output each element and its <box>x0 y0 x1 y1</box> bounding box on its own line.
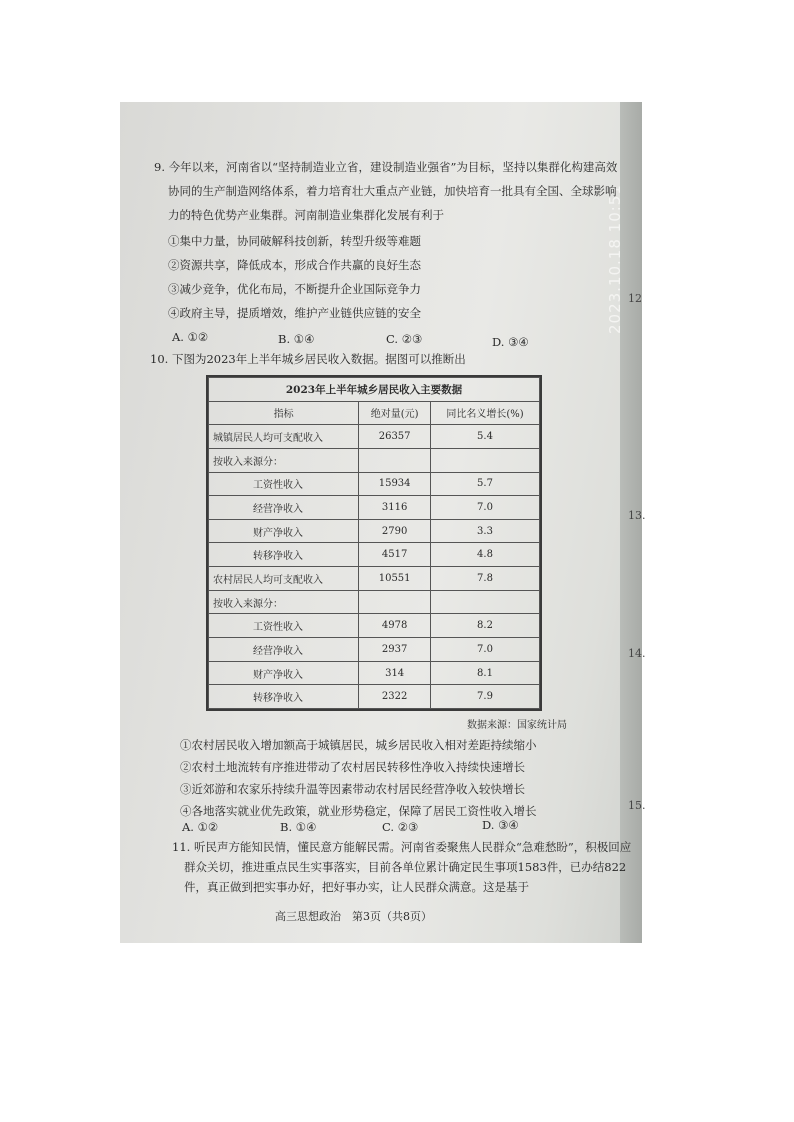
table-header: 绝对量(元) <box>359 401 431 425</box>
row-growth: 7.0 <box>431 638 540 662</box>
q11-stem-line: 件，真正做到把实事办好，把好事办实，让人民群众满意。这是基于 <box>184 880 529 894</box>
table-row <box>209 590 540 614</box>
row-value: 3116 <box>359 496 431 520</box>
table-header: 指标 <box>209 401 359 425</box>
side-number: 15. <box>628 799 646 812</box>
row-value: 4517 <box>359 543 431 567</box>
table-caption: 2023年上半年城乡居民收入主要数据 <box>209 378 540 402</box>
row-growth: 7.8 <box>431 567 540 591</box>
table-row <box>209 425 540 449</box>
q9-stem-line: 力的特色优势产业集群。河南制造业集群化发展有利于 <box>168 208 444 222</box>
table-row <box>209 685 540 709</box>
table-row <box>209 472 540 496</box>
row-value: 2790 <box>359 519 431 543</box>
table-row <box>209 543 540 567</box>
q10-stem: 10. 下图为2023年上半年城乡居民收入数据。据图可以推断出 <box>150 352 466 366</box>
q11-stem-line: 11. 听民声方能知民情，懂民意方能解民需。河南省委聚焦人民群众“急难愁盼”，积极回应 <box>172 840 632 854</box>
table-row <box>209 614 540 638</box>
q9-option-d: D. ③④ <box>492 335 529 349</box>
row-label: 按收入来源分： <box>209 590 359 614</box>
row-value <box>359 448 431 472</box>
table-row <box>209 519 540 543</box>
q10-option-c: C. ②③ <box>382 820 419 834</box>
row-value: 314 <box>359 661 431 685</box>
q9-item: ④政府主导，提质增效，维护产业链供应链的安全 <box>168 306 421 320</box>
side-number: 12 <box>628 292 642 305</box>
q10-option-b: B. ①④ <box>280 820 317 834</box>
row-value: 15934 <box>359 472 431 496</box>
row-label: 经营净收入 <box>209 496 359 520</box>
side-number: 14. <box>628 647 646 660</box>
page-footer: 高三思想政治 第3页（共8页） <box>275 910 432 923</box>
row-growth <box>431 590 540 614</box>
row-growth: 4.8 <box>431 543 540 567</box>
row-value: 2322 <box>359 685 431 709</box>
q10-item: ③近郊游和农家乐持续升温等因素带动农村居民经营净收入较快增长 <box>180 782 525 796</box>
row-label: 经营净收入 <box>209 638 359 662</box>
q9-item: ③减少竞争，优化布局，不断提升企业国际竞争力 <box>168 282 421 296</box>
document-photo <box>120 102 646 943</box>
row-growth: 7.0 <box>431 496 540 520</box>
row-label: 转移净收入 <box>209 685 359 709</box>
row-growth: 3.3 <box>431 519 540 543</box>
q10-item: ④各地落实就业优先政策，就业形势稳定，保障了居民工资性收入增长 <box>180 804 537 818</box>
row-label: 城镇居民人均可支配收入 <box>209 425 359 449</box>
row-growth: 5.7 <box>431 472 540 496</box>
row-value: 10551 <box>359 567 431 591</box>
table-row <box>209 448 540 472</box>
row-label: 转移净收入 <box>209 543 359 567</box>
q10-option-d: D. ③④ <box>482 818 519 832</box>
q9-option-c: C. ②③ <box>386 332 423 346</box>
row-value: 4978 <box>359 614 431 638</box>
row-label: 农村居民人均可支配收入 <box>209 567 359 591</box>
table-row <box>209 661 540 685</box>
row-value: 2937 <box>359 638 431 662</box>
row-growth <box>431 448 540 472</box>
table-row <box>209 567 540 591</box>
q9-stem-line: 协同的生产制造网络体系，着力培育壮大重点产业链，加快培育一批具有全国、全球影响 <box>168 184 617 198</box>
row-growth: 5.4 <box>431 425 540 449</box>
q10-item: ①农村居民收入增加额高于城镇居民，城乡居民收入相对差距持续缩小 <box>180 738 537 752</box>
row-label: 工资性收入 <box>209 472 359 496</box>
row-label: 工资性收入 <box>209 614 359 638</box>
timestamp-watermark: 2023.10.18 10:51 <box>606 184 624 334</box>
q9-item: ②资源共享，降低成本，形成合作共赢的良好生态 <box>168 258 421 272</box>
q11-stem-line: 群众关切，推进重点民生实事落实，目前各单位累计确定民生事项1583件，已办结822 <box>184 860 627 874</box>
table-source: 数据来源：国家统计局 <box>467 720 567 731</box>
q9-item: ①集中力量，协同破解科技创新，转型升级等难题 <box>168 234 421 248</box>
side-number: 13. <box>628 509 646 522</box>
row-label: 财产净收入 <box>209 661 359 685</box>
q10-item: ②农村土地流转有序推进带动了农村居民转移性净收入持续快速增长 <box>180 760 525 774</box>
row-label: 财产净收入 <box>209 519 359 543</box>
q10-option-a: A. ①② <box>182 820 219 834</box>
table-header: 同比名义增长(%) <box>431 401 540 425</box>
row-growth: 8.1 <box>431 661 540 685</box>
income-table <box>206 375 542 711</box>
row-label: 按收入来源分： <box>209 448 359 472</box>
row-growth: 8.2 <box>431 614 540 638</box>
row-value: 26357 <box>359 425 431 449</box>
row-value <box>359 590 431 614</box>
row-growth: 7.9 <box>431 685 540 709</box>
q9-option-a: A. ①② <box>172 330 209 344</box>
table-row <box>209 638 540 662</box>
q9-stem-line: 9. 今年以来，河南省以“坚持制造业立省，建设制造业强省”为目标，坚持以集群化构建高效 <box>154 160 618 174</box>
q9-option-b: B. ①④ <box>278 332 315 346</box>
table-row <box>209 496 540 520</box>
